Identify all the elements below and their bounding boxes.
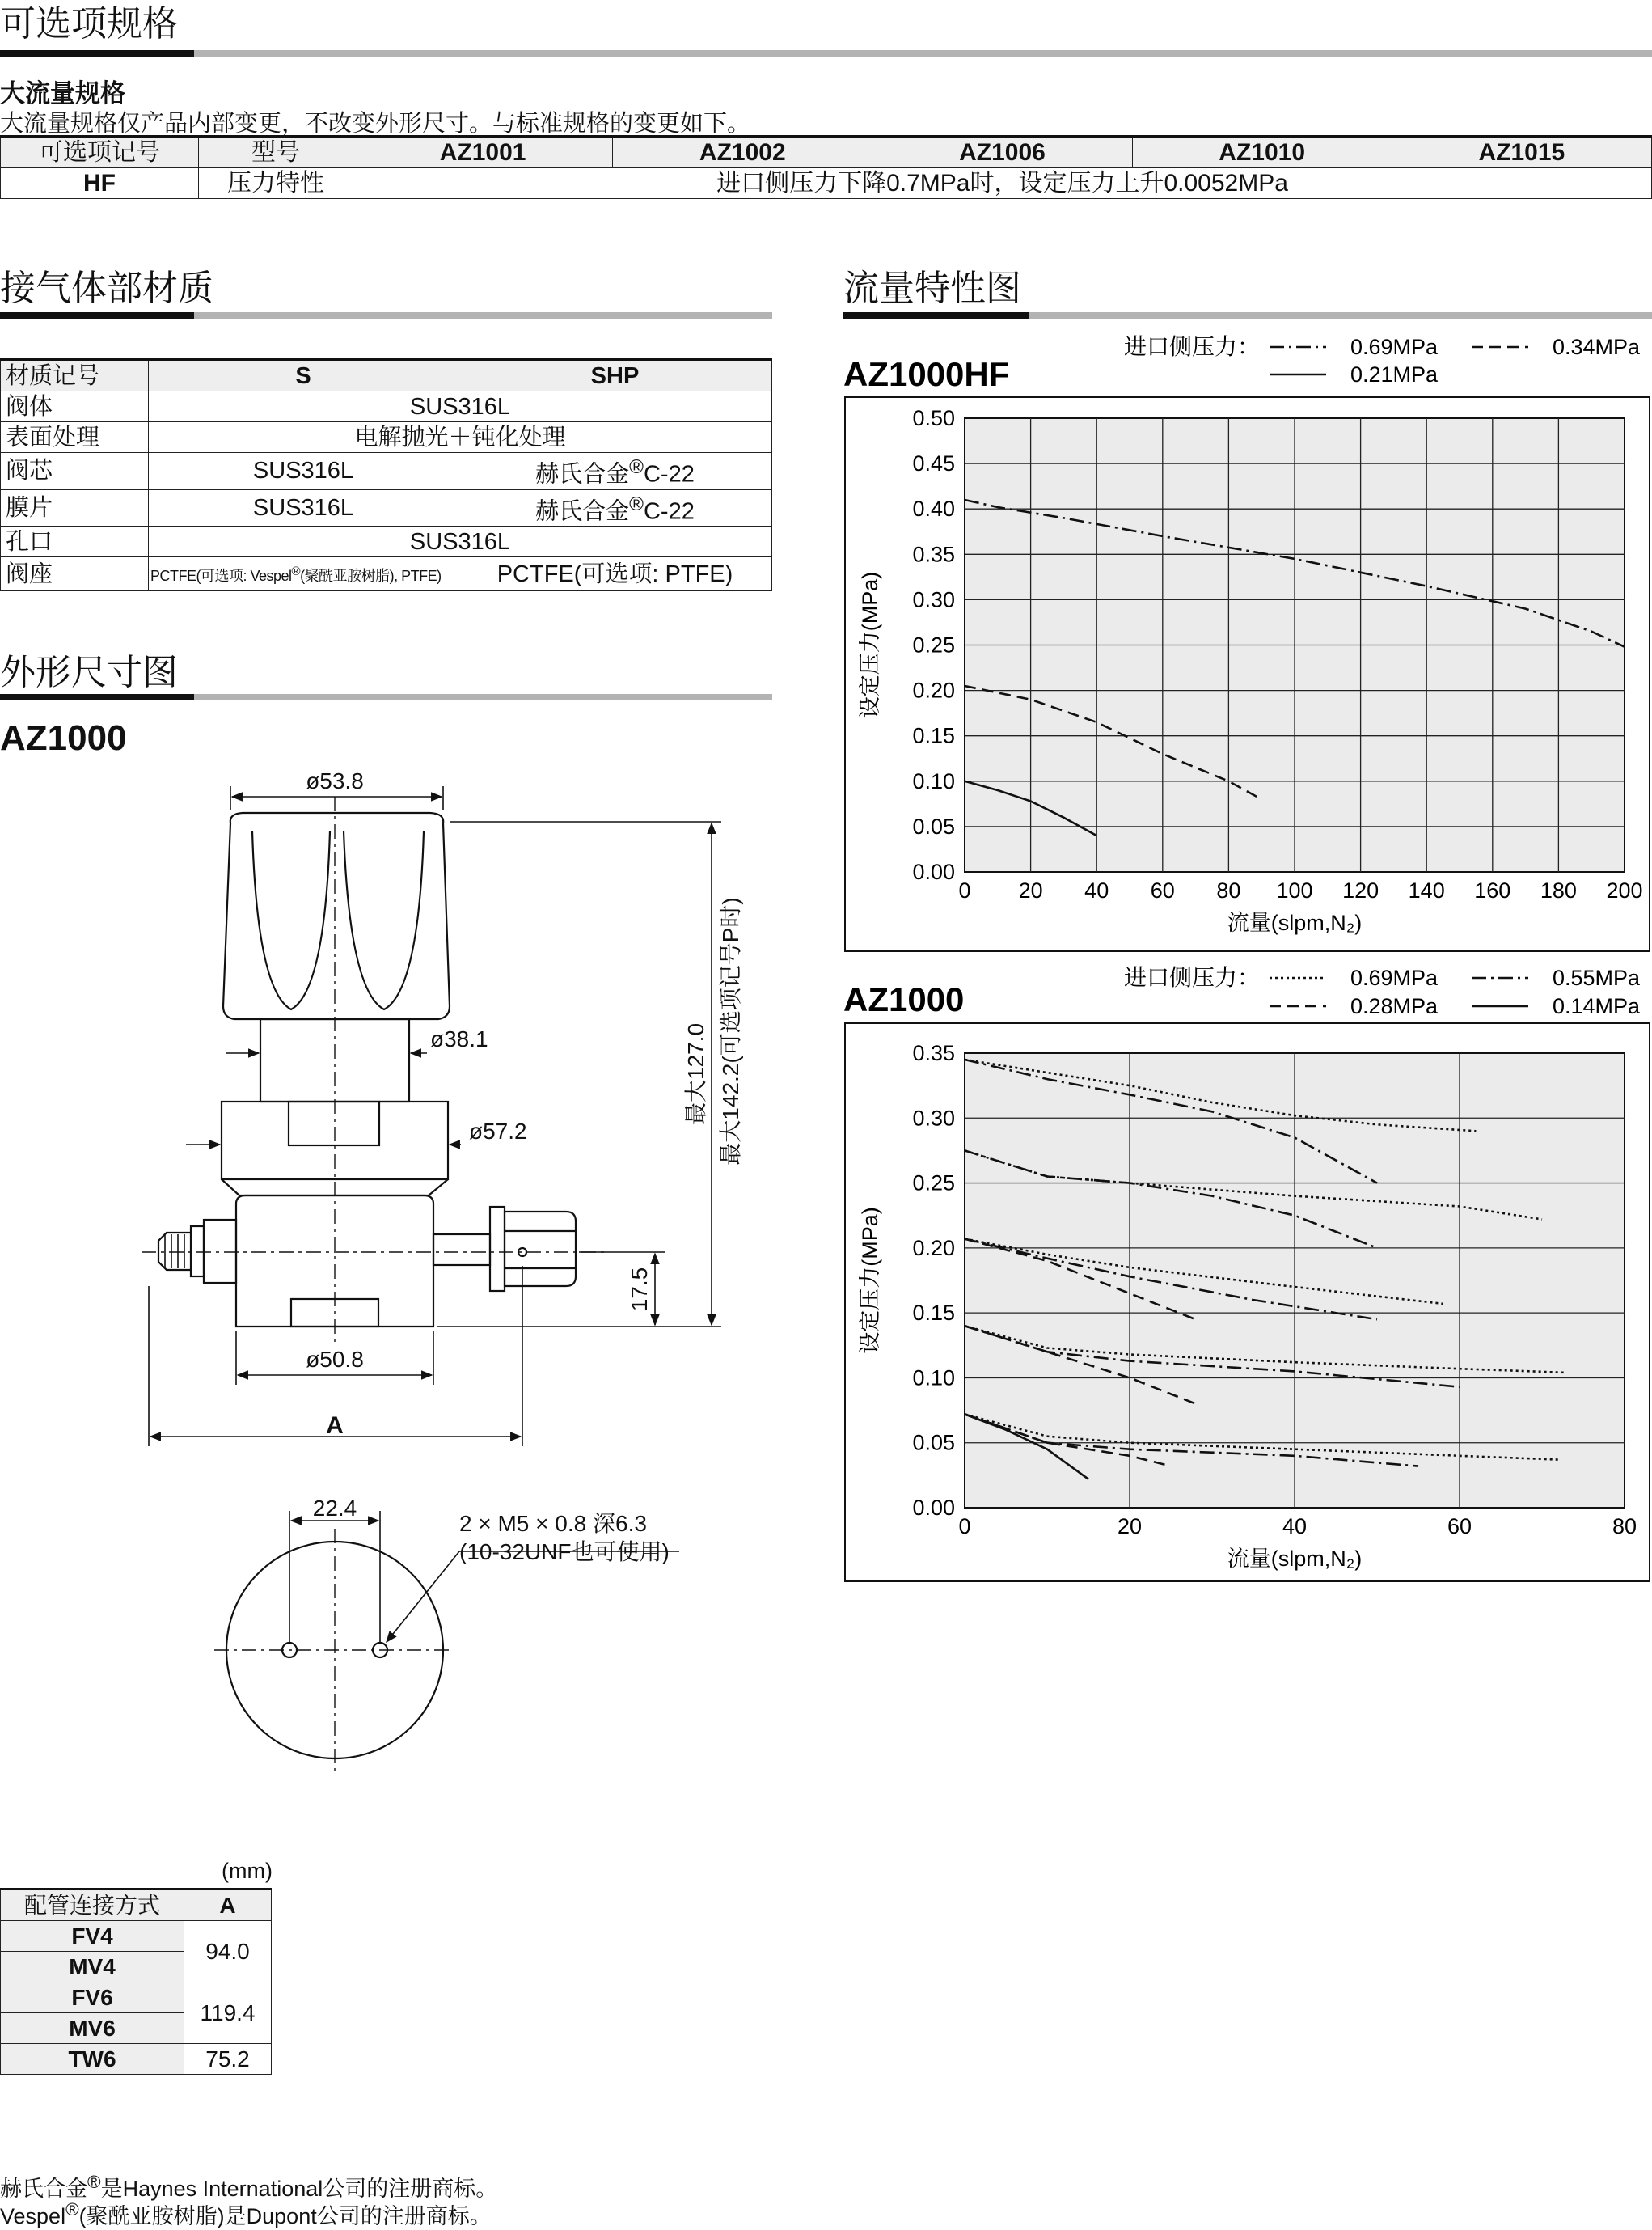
conn-mv6: MV6 [1, 2013, 184, 2044]
legend-label: 0.21MPa [1350, 362, 1439, 387]
label-thread-alt: (10-32UNF也可使用) [459, 1539, 670, 1564]
y-tick-label: 0.00 [912, 860, 955, 884]
footnote-text: 是Haynes International公司的注册商标。 [100, 2177, 498, 2201]
alloy-grade: C-22 [643, 498, 695, 525]
header-az1006: AZ1006 [872, 137, 1132, 168]
header-az1002: AZ1002 [613, 137, 872, 168]
conn-fv6: FV6 [1, 1982, 184, 2013]
part-surface: 表面处理 [1, 422, 149, 453]
section-rule [0, 694, 772, 700]
right-fitting-body [505, 1212, 576, 1286]
x-tick-label: 40 [1084, 878, 1109, 903]
optional-spec-table [0, 135, 1652, 199]
conn-fv4: FV4 [1, 1921, 184, 1952]
y-axis-label: 设定压力(MPa) [858, 1207, 882, 1354]
x-tick-label: 100 [1276, 878, 1313, 903]
legend-prefix: 进口侧压力： [1124, 334, 1261, 359]
header-connection: 配管连接方式 [1, 1889, 184, 1921]
label-h-port: 17.5 [627, 1267, 652, 1312]
part-seat: 阀座 [1, 557, 149, 591]
connection-table [0, 1888, 272, 2075]
x-tick-label: 160 [1474, 878, 1511, 903]
header-option-code: 可选项记号 [1, 137, 199, 168]
material-valve-s: SUS316L [149, 453, 458, 490]
footnote-text: Vespel [0, 2204, 66, 2228]
conn-value-119: 119.4 [184, 1982, 272, 2044]
seat-s-tail: (聚酰亚胺树脂), PTFE) [300, 568, 442, 585]
x-axis-label: 流量(slpm,N₂) [1227, 911, 1363, 935]
materials-table [0, 358, 772, 591]
material-diaphragm-shp [458, 489, 772, 527]
x-tick-label: 60 [1150, 878, 1175, 903]
header-az1015: AZ1015 [1392, 137, 1651, 168]
chart-title: AZ1000 [843, 980, 965, 1018]
neck [260, 1019, 409, 1102]
header-a: A [184, 1889, 272, 1921]
y-tick-label: 0.15 [912, 1301, 955, 1326]
registered-mark: ® [65, 2199, 79, 2219]
section-title-materials: 接气体部材质 [0, 269, 213, 308]
x-tick-label: 180 [1540, 878, 1577, 903]
material-orifice: SUS316L [149, 527, 772, 557]
section-rule [0, 50, 1652, 57]
legend-prefix: 进口侧压力： [1124, 965, 1261, 990]
ring-slot [289, 1102, 379, 1145]
right-fitting-nut [490, 1207, 505, 1291]
header-s: S [149, 360, 458, 391]
hastelloy-text: 赫氏合金 [535, 498, 630, 525]
legend-label: 0.55MPa [1553, 966, 1641, 990]
section-rule [0, 312, 772, 319]
x-tick-label: 20 [1117, 1514, 1143, 1538]
material-valve-shp [458, 453, 772, 490]
legend-label: 0.14MPa [1553, 994, 1641, 1018]
header-shp: SHP [458, 360, 772, 391]
row-item-pressure: 压力特性 [199, 168, 353, 199]
subtitle-high-flow: 大流量规格 [0, 79, 125, 108]
section-title-flow: 流量特性图 [843, 269, 1021, 308]
part-valve: 阀芯 [1, 453, 149, 490]
y-axis-label: 设定压力(MPa) [858, 571, 882, 719]
y-tick-label: 0.40 [912, 497, 955, 522]
y-tick-label: 0.05 [912, 1430, 955, 1455]
section-title-optional: 可选项规格 [0, 4, 178, 44]
legend-label: 0.69MPa [1350, 335, 1439, 359]
registered-mark: ® [629, 493, 644, 515]
right-fitting-tube [433, 1234, 490, 1265]
x-tick-label: 80 [1612, 1514, 1637, 1538]
material-seat-shp: PCTFE(可选项: PTFE) [458, 557, 772, 591]
y-tick-label: 0.25 [912, 633, 955, 658]
part-diaphragm: 膜片 [1, 489, 149, 527]
registered-mark: ® [291, 565, 301, 579]
x-tick-label: 200 [1606, 878, 1643, 903]
legend-label: 0.34MPa [1553, 335, 1641, 359]
y-tick-label: 0.30 [912, 1106, 955, 1131]
header-az1010: AZ1010 [1132, 137, 1392, 168]
label-spacing: 22.4 [312, 1496, 357, 1521]
x-tick-label: 120 [1342, 878, 1379, 903]
footnote-vespel [0, 2198, 492, 2230]
section-rule [843, 312, 1652, 319]
y-tick-label: 0.15 [912, 723, 955, 748]
y-tick-label: 0.25 [912, 1170, 955, 1195]
conn-mv4: MV4 [1, 1952, 184, 1982]
knob-grip [344, 831, 424, 1009]
y-tick-label: 0.45 [912, 451, 955, 476]
hastelloy-text: 赫氏合金 [535, 461, 630, 488]
y-tick-label: 0.10 [912, 1365, 955, 1390]
footnote-text: (聚酰亚胺树脂)是Dupont公司的注册商标。 [78, 2204, 492, 2228]
y-tick-label: 0.20 [912, 1235, 955, 1260]
label-d-mid: ø38.1 [430, 1026, 488, 1052]
y-tick-label: 0.20 [912, 678, 955, 703]
header-material-code: 材质记号 [1, 360, 149, 391]
part-body: 阀体 [1, 391, 149, 422]
y-tick-label: 0.05 [912, 814, 955, 839]
thread-lines [165, 1234, 184, 1268]
x-tick-label: 60 [1447, 1514, 1472, 1538]
knob-grip [252, 831, 330, 1009]
alloy-grade: C-22 [643, 461, 695, 488]
material-body: SUS316L [149, 391, 772, 422]
right-fitting-hex-lines [505, 1231, 576, 1268]
row-value-pressure: 进口侧压力下降0.7MPa时，设定压力上升0.0052MPa [353, 168, 1652, 199]
dimension-model: AZ1000 [0, 718, 127, 758]
label-d-ring: ø57.2 [469, 1119, 527, 1144]
registered-mark: ® [629, 456, 644, 478]
y-tick-label: 0.00 [912, 1496, 955, 1520]
x-axis-label: 流量(slpm,N₂) [1227, 1547, 1363, 1571]
label-a: A [326, 1412, 344, 1439]
label-h-max: 最大127.0 [683, 1022, 708, 1126]
dimension-drawing [0, 752, 776, 1779]
x-tick-label: 0 [958, 1514, 971, 1538]
material-seat-s [149, 557, 458, 591]
seat-s-text: PCTFE(可选项: Vespel [150, 568, 292, 585]
leader-line [387, 1551, 679, 1642]
y-tick-label: 0.35 [912, 542, 955, 567]
left-fitting-nut [204, 1220, 236, 1283]
label-d-top: ø53.8 [306, 768, 364, 793]
conn-tw6: TW6 [1, 2044, 184, 2075]
registered-mark: ® [87, 2172, 101, 2192]
conn-value-94: 94.0 [184, 1921, 272, 1982]
description-high-flow: 大流量规格仅产品内部变更，不改变外形尺寸。与标准规格的变更如下。 [0, 111, 751, 137]
y-tick-label: 0.10 [912, 768, 955, 793]
label-d-base: ø50.8 [306, 1347, 364, 1372]
legend-label: 0.28MPa [1350, 994, 1439, 1018]
left-fitting-hex [191, 1226, 204, 1276]
header-az1001: AZ1001 [353, 137, 613, 168]
section-title-dimensions: 外形尺寸图 [0, 653, 178, 692]
x-tick-label: 80 [1216, 878, 1241, 903]
label-thread: 2 × M5 × 0.8 深6.3 [459, 1511, 647, 1536]
unit-label: (mm) [222, 1859, 273, 1883]
left-fitting-thread [158, 1233, 191, 1270]
x-tick-label: 140 [1408, 878, 1445, 903]
row-code-hf: HF [1, 168, 199, 199]
footnote-text: 赫氏合金 [0, 2177, 87, 2201]
label-h-max-p: 最大142.2(可选项记号P时) [718, 897, 743, 1166]
chart-az1000 [841, 958, 1652, 1585]
material-diaphragm-s: SUS316L [149, 489, 458, 527]
legend-label: 0.69MPa [1350, 966, 1439, 990]
y-tick-label: 0.35 [912, 1041, 955, 1065]
x-tick-label: 20 [1018, 878, 1043, 903]
material-surface: 电解抛光＋钝化处理 [149, 422, 772, 453]
part-orifice: 孔口 [1, 527, 149, 557]
conn-value-75: 75.2 [184, 2044, 272, 2075]
chart-title: AZ1000HF [843, 355, 1010, 393]
x-tick-label: 0 [958, 878, 971, 903]
y-tick-label: 0.50 [912, 406, 955, 430]
chart-az1000hf [841, 328, 1652, 954]
y-tick-label: 0.30 [912, 587, 955, 612]
x-tick-label: 40 [1282, 1514, 1308, 1538]
header-model: 型号 [199, 137, 353, 168]
